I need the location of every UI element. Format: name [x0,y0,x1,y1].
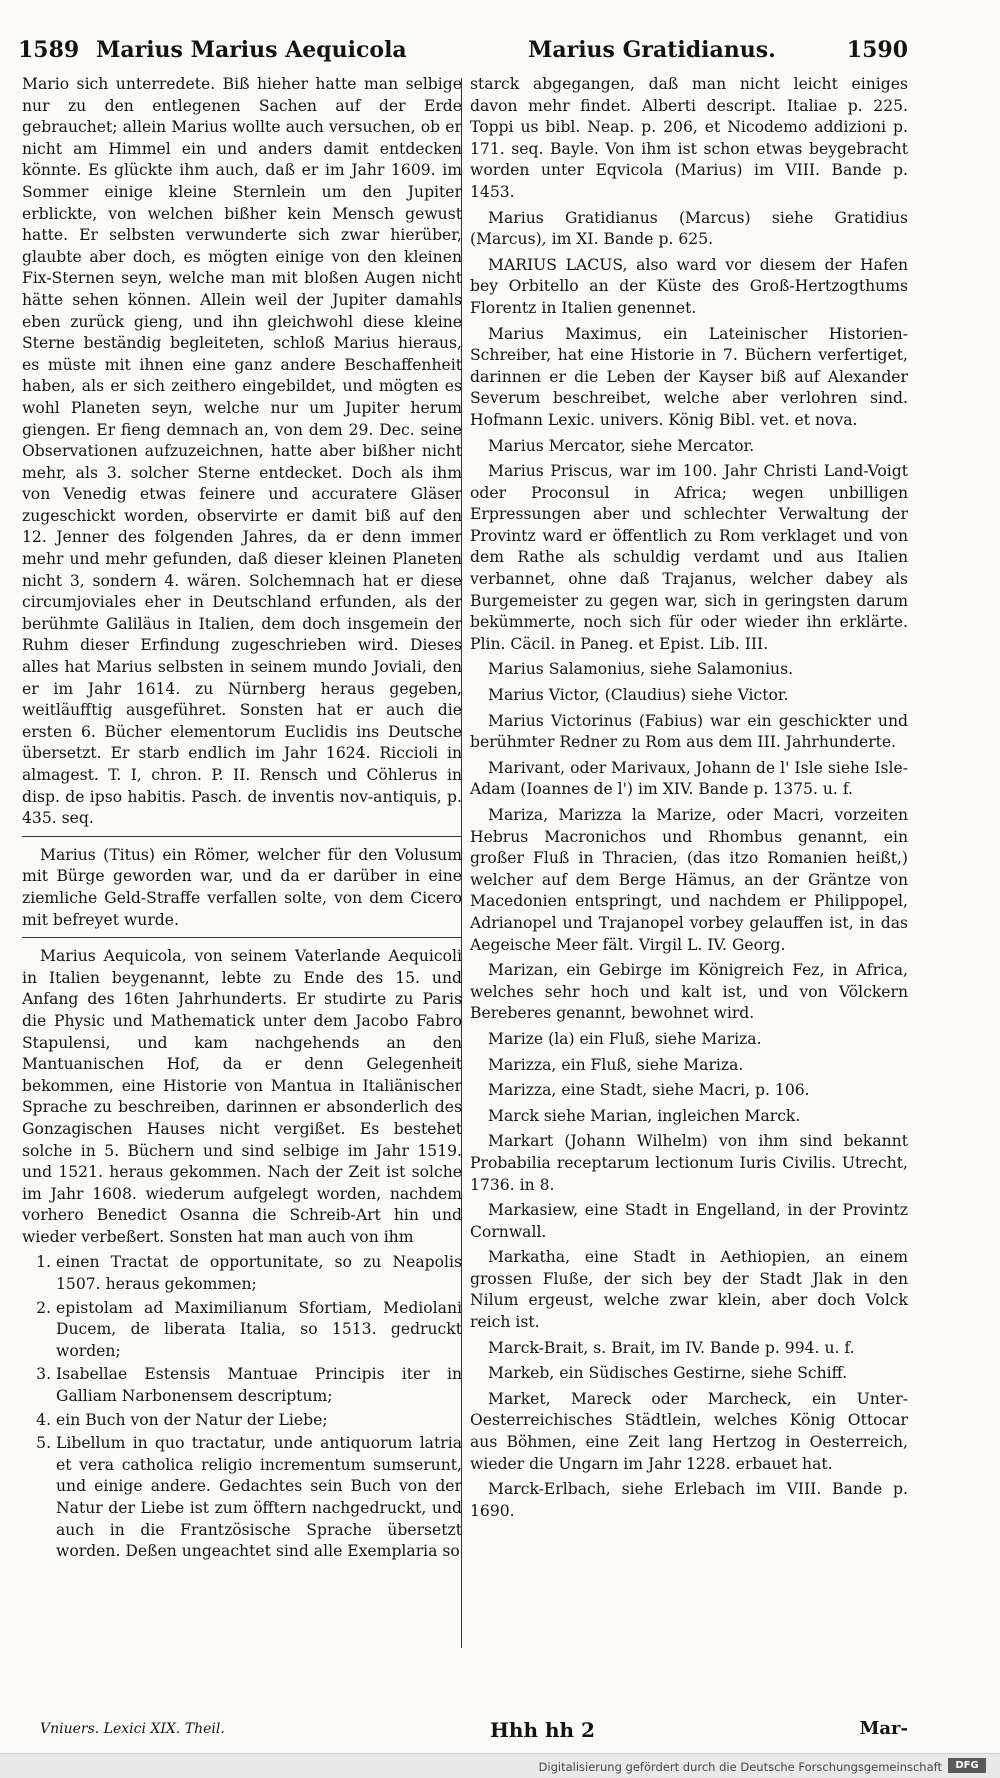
entry-marius-gratidianus: Marius Gratidianus (Marcus) siehe Gratidius (Marcus), im XI. Bande p. 625. [470,208,908,249]
entry-marius-salamonius: Marius Salamonius, siehe Salamonius. [488,660,794,679]
entry-market: Market, Mareck oder Marcheck, ein Unter-Oesterreichisches Städtlein, welches König Ottocar aus Böhmen, eine Zeit lang Hertzog in Oesterreich, wieder die Ungarn im Jahr 1228. erbauet hat. [470,1389,908,1473]
list-item: 4. ein Buch von der Natur der Liebe; [56,1410,462,1432]
dfg-logo-icon: DFG [948,1758,986,1773]
entry-marius-lacus: MARIUS LACUS, also ward vor diesem der Hafen bey Orbitello an der Küste des Groß-Hertzogthums Florentz in Italien genennet. [470,255,908,317]
entry-marius-priscus: Marius Priscus, war im 100. Jahr Christi Land-Voigt oder Proconsul in Africa; wegen unbilligen Erpressungen aber und schlechter Verwaltung der Provintz ward er öffentlich zu Rom verklaget und von dem Rathe als schuldig verdamt und aus Italien verbannet, ohne daß Trajanus, welcher dabey als Burgemeister zu gegen war, sich in geringsten darum bekümmerte, noch sich für oder wieder ihn erklärte. Plin. Cäcil. in Paneg. et Epist. Lib. III. [470,462,908,653]
page-header [18,30,908,70]
entry-marizan: Marizan, ein Gebirge im Königreich Fez, in Africa, welches sehr hoch und kalt ist, und von Völckern Bereberes genannt, bewohnet wird. [470,961,908,1023]
entry-markeb: Markeb, ein Südisches Gestirne, siehe Schiff. [488,1364,848,1383]
list-item: 5. Libellum in quo tractatur, unde antiquorum latria et vera catholica religio incrementum sumserunt, und einige andere. Gedachtes sein Buch von der Natur der Liebe ist zum öfftern nachgedruckt, und auch in die Frantzösische Sprache übersetzt worden. Deßen ungeachtet sind alle Exemplaria so [56,1433,462,1563]
entry-marize: Marize (la) ein Fluß, siehe Mariza. [488,1029,762,1048]
left-column [22,74,462,1565]
entry-marizza-fluss: Marizza, ein Fluß, siehe Mariza. [488,1055,744,1074]
entry-marivant: Marivant, oder Marivaux, Johann de l' Isle siehe Isle-Adam (Ioannes de l') im XIV. Bande p. 1375. u. f. [470,758,908,799]
entry-markatha: Markatha, eine Stadt in Aethiopien, an einem grossen Fluße, der sich bey der Stadt Jlak in den Nilum ergeust, welche zwar klein, aber doch Volck reich ist. [470,1248,908,1332]
header-title-right: Marius Gratidianus. [528,37,776,63]
entry-marck-brait: Marck-Brait, s. Brait, im IV. Bande p. 994. u. f. [488,1338,855,1357]
signature-mark: Hhh hh 2 [490,1718,595,1742]
entry-markasiew: Markasiew, eine Stadt in Engelland, in der Provintz Cornwall. [470,1201,908,1241]
works-list [22,1252,462,1562]
entry-marius-victorinus: Marius Victorinus (Fabius) war ein geschickter und berühmter Redner zu Rom aus dem III. Jahrhunderte. [470,711,908,752]
entry-marius-mercator: Marius Mercator, siehe Mercator. [488,436,755,455]
entry-marius-titus: Marius (Titus) ein Römer, welcher für den Volusum mit Bürge geworden war, und da er darüber in eine ziemliche Geld-Straffe verfallen solte, von dem Cicero mit befreyet wurde. [22,845,462,929]
catchword: Mar- [859,1718,908,1739]
list-item: 3. Isabellae Estensis Mantuae Principis iter in Galliam Narbonensem descriptum; [56,1364,462,1407]
entry-mariza: Mariza, Marizza la Marize, oder Macri, vorzeiten Hebrus Macronichos und Rhombus genannt, ein großer Fluß in Thracien, (das itzo Romanien heißt,) welcher auf dem Berge Hämus, an der Gräntze von Macedonien entspringt, und nachdem er Philippopel, Adrianopel und Trajanopel vorbey gelauffen ist, in das Aegeische Meer fält. Virgil L. IV. Georg. [470,806,908,954]
digitization-notice: Digitalisierung gefördert durch die Deutsche Forschungsgemeinschaft [538,1760,942,1774]
right-column [470,74,908,1526]
volume-note: Vniuers. Lexici XIX. Theil. [40,1721,225,1737]
entry-marius-aequicola: Marius Aequicola, von seinem Vaterlande Aequicoli in Italien beygenannt, lebte zu Ende des 15. und Anfang des 16ten Jahrhunderts. Er studirte zu Paris die Physic und Mathematick unter dem Jacobo Fabro Stapulensi, und kam nachgehends an den Mantuanischen Hof, da er denn Gelegenheit bekommen, eine Historie von Mantua in Italiänischer Sprache zu beschreiben, darinnen er absonderlich des Gonzagischen Hauses nicht vergißet. Es bestehet solche in 5. Büchern und sind selbige im Jahr 1519. und 1521. heraus gekommen. Nach der Zeit ist solche im Jahr 1608. wiederum aufgelegt worden, nachdem vorhero Benedict Osanna die Schreib-Art hin und wieder verbeßert. Sonsten hat man auch von ihm [22,947,462,1246]
section-rule [22,937,462,938]
entry-continued: starck abgegangen, daß man nicht leicht einiges davon mehr findet. Alberti descript. Italiae p. 225. Toppi us bibl. Neap. p. 206, et Nicodemo addizioni p. 171. seq. Bayle. Von ihm ist schon etwas beygebracht worden unter Eqvicola (Marius) im VIII. Bande p. 1453. [470,75,908,201]
entry-marius-continued: Mario sich unterredete. Biß hieher hatte man selbige nur zu den entlegenen Sachen auf der Erde gebrauchet; allein Marius wollte auch versuchen, ob er nicht am Himmel ein und anders damit entdecken könnte. Es glückte ihm auch, daß er im Jahr 1609. im Sommer einige kleine Sternlein um den Jupiter erblickte, von welchen bißher kein Mensch gewust hatte. Er selbsten verwunderte sich zwar hierüber, glaubte aber doch, es mögten einige von den kleinen Fix-Sternen seyn, welche man mit bloßen Augen nicht hätte sehen können. Allein weil der Jupiter damahls eben zurück gieng, und ihn gleichwohl diese kleine Sterne beständig begleiteten, schloß Marius hieraus, es müste mit ihnen eine ganz andere Beschaffenheit haben, als er sich zeithero eingebildet, und mögten es wohl Planeten seyn, welche nur um Jupiter herum giengen. Er fieng demnach an, von dem 29. Dec. seine Observationen aufzuzeichnen, hatte aber bißher nicht mehr, als 3. solcher Sterne entdecket. Doch als ihm von Venedig etwas feinere und accuratere Gläser zugeschickt worden, observirte er damit biß auf den 12. Jenner des folgenden Jahres, da er denn immer mehr und mehr gefunden, daß dieser kleinen Planeten nicht 3, sondern 4. wären. Solchemnach hat er diese circumjoviales eher in Deutschland erfunden, als der berühmte Galiläus in Italien, dem doch insgemein der Ruhm dieser Erfindung zugeschrieben wird. Dieses alles hat Marius selbsten in seinem mundo Joviali, den er im Jahr 1614. zu Nürnberg heraus gegeben, weitläufftig ausgeführet. Sonsten hat er auch die ersten 6. Bücher elementorum Euclidis ins Deutsche übersetzt. Er starb endlich im Jahr 1624. Riccioli in almagest. T. I, chron. P. II. Rensch und Cöhlerus in disp. de ipso habitis. Pasch. de inventis nov-antiquis, p. 435. seq. [22,75,462,828]
entry-markart: Markart (Johann Wilhelm) von ihm sind bekannt Probabilia receptarum lectionum Iuris Civilis. Utrecht, 1736. in 8. [470,1132,908,1194]
entry-marius-victor: Marius Victor, (Claudius) siehe Victor. [488,686,789,705]
list-item: 2. epistolam ad Maximilianum Sfortiam, Mediolani Ducem, de liberata Italia, so 1513. gedruckt worden; [56,1298,462,1363]
list-item: 1. einen Tractat de opportunitate, so zu Neapolis 1507. heraus gekommen; [56,1252,462,1295]
page-number-left: 1589 [18,37,80,63]
section-rule [22,836,462,837]
entry-marizza-stadt: Marizza, eine Stadt, siehe Macri, p. 106. [488,1081,810,1100]
entry-marius-maximus: Marius Maximus, ein Lateinischer Historien-Schreiber, hat eine Historie in 7. Büchern verfertiget, darinnen er die Leben der Kayser biß auf Alexander Severum beschreibet, welche aber verlohren sind. Hofmann Lexic. univers. König Bibl. vet. et nova. [470,324,908,429]
digitization-bar [0,1753,1000,1778]
page-number-right: 1590 [846,37,908,63]
entry-marck-erlbach: Marck-Erlbach, siehe Erlebach im VIII. Bande p. 1690. [470,1480,908,1520]
header-title-left: Marius Marius Aequicola [96,37,407,63]
entry-marck: Marck siehe Marian, ingleichen Marck. [488,1106,801,1125]
